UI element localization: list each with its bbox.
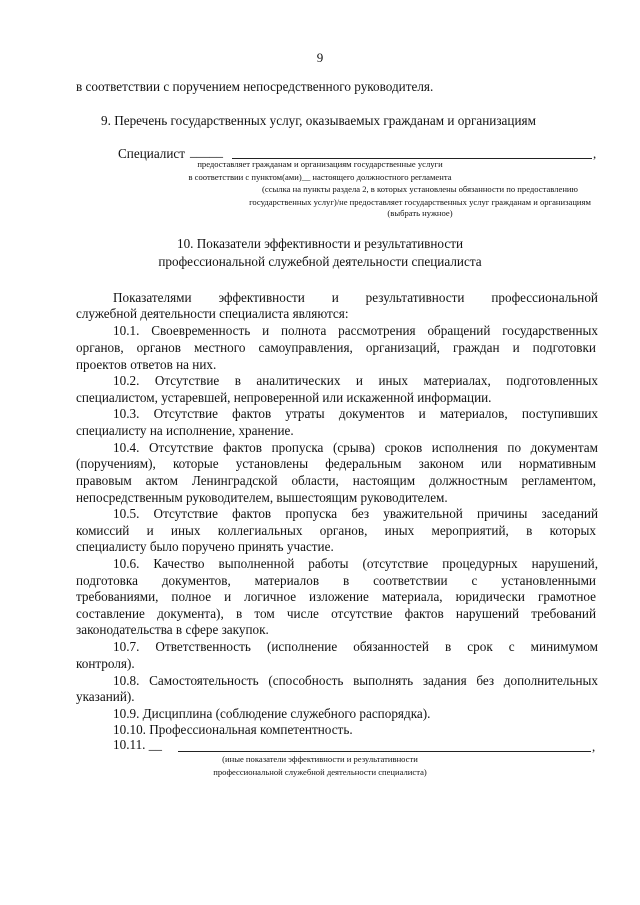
- body-line: 10.10. Профессиональная компетентность.: [113, 722, 353, 737]
- body-line: 10.6. Качество выполненной работы (отсутствие процедурных нарушений,: [113, 556, 598, 571]
- body-line: Показателями эффективности и результативности профессиональной: [113, 290, 598, 305]
- intro-line: в соответствии с поручением непосредственного руководителя.: [76, 79, 434, 94]
- body-line: 10.5. Отсутствие фактов пропуска без уважительной причины заседаний: [113, 506, 598, 521]
- body-line: 10.7. Ответственность (исполнение обязанностей в срок с минимумом: [113, 639, 598, 654]
- body-line: законодательства в сфере закупок.: [76, 622, 269, 637]
- item-11-trailing-mark: ,: [592, 739, 596, 754]
- caption-line: в соответствии с пунктом(ами)__ настоящего должностного регламента: [188, 172, 452, 182]
- section-9-heading: 9. Перечень государственных услуг, оказываемых гражданам и организациям: [101, 113, 536, 128]
- body-line: составление документа), в том числе отсутствие фактов нарушений требований: [76, 606, 596, 621]
- body-line: контроля).: [76, 656, 135, 671]
- item-11-caption-line: (иные показатели эффективности и результативности: [222, 754, 418, 764]
- body-line: указаний).: [76, 689, 135, 704]
- caption-line: государственных услуг)/не предоставляет государственных услуг гражданам и организациям: [249, 197, 591, 207]
- specialist-label: Специалист: [118, 146, 186, 161]
- body-line: проектов ответов на них.: [76, 357, 217, 372]
- body-line: органов, органов местного самоуправления, организаций, граждан и подготовки: [76, 340, 596, 355]
- body-line: специалисту было поручено принять участие.: [76, 539, 334, 554]
- section-10-heading-line2: профессиональной служебной деятельности специалиста: [158, 254, 482, 269]
- caption-line: (ссылка на пункты раздела 2, в которых установлены обязанности по предоставлению: [262, 184, 578, 194]
- body-line: 10.3. Отсутствие фактов утраты документов и материалов, поступивших: [113, 406, 598, 421]
- body-line: 10.8. Самостоятельность (способность выполнять задания без дополнительных: [113, 673, 598, 688]
- body-line: (поручениям), которые установлены федеральным законом или нормативным: [76, 456, 596, 471]
- item-11-label: 10.11. __: [113, 737, 162, 752]
- body-line: 10.4. Отсутствие фактов пропуска (срыва) сроков исполнения по документам: [113, 440, 598, 455]
- body-line: непосредственным руководителем, вышестоящим руководителем.: [76, 490, 448, 505]
- page-number: 9: [316, 50, 324, 65]
- caption-line: (выбрать нужное): [387, 208, 453, 218]
- section-10-heading-line1: 10. Показатели эффективности и результативности: [176, 236, 464, 251]
- body-line: 10.9. Дисциплина (соблюдение служебного распорядка).: [113, 706, 431, 721]
- item-11-fill-line: [178, 751, 591, 752]
- body-line: требованиями, полное и логичное изложение материала, юридически грамотное: [76, 589, 596, 604]
- body-line: 10.1. Своевременность и полнота рассмотрения обращений государственных: [113, 323, 598, 338]
- body-line: подготовка документов, материалов в соответствии с установленными: [76, 573, 596, 588]
- specialist-trailing-mark: ,: [593, 146, 597, 161]
- specialist-blank: _____: [190, 144, 223, 159]
- body-line: комиссий и иных коллегиальных органов, иных мероприятий, в которых: [76, 523, 596, 538]
- body-line: специалисту на исполнение, хранение.: [76, 423, 294, 438]
- caption-line: предоставляет гражданам и организациям государственные услуги: [197, 159, 443, 169]
- body-line: правовым актом Ленинградской области, настоящим должностным регламентом,: [76, 473, 596, 488]
- body-line: специалистом, устаревшей, непроверенной или искаженной информации.: [76, 390, 492, 405]
- body-line: служебной деятельности специалиста являются:: [76, 306, 349, 321]
- body-line: 10.2. Отсутствие в аналитических и иных материалах, подготовленных: [113, 373, 598, 388]
- item-11-caption-line: профессиональной служебной деятельности специалиста): [213, 767, 427, 777]
